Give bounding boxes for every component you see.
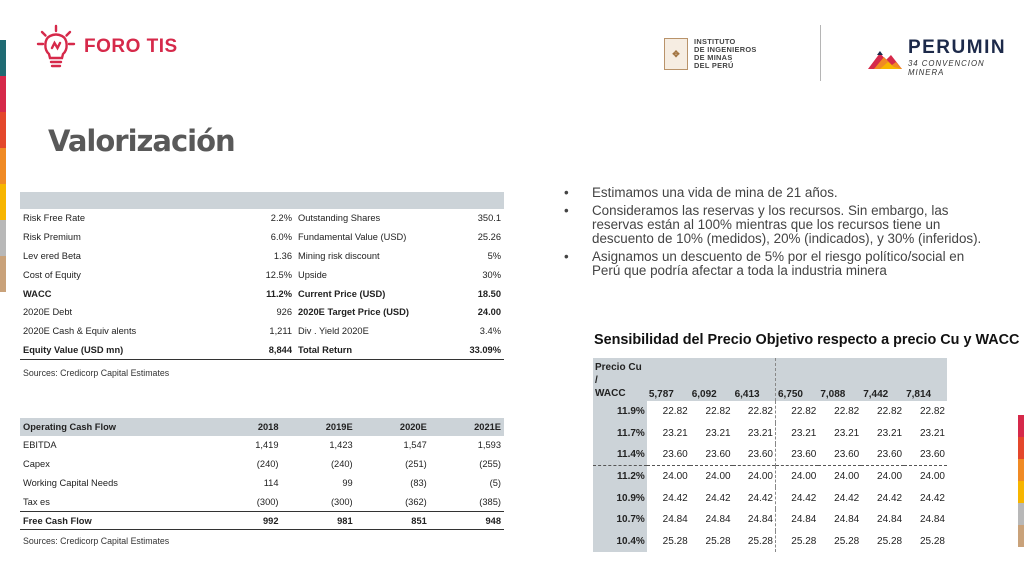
target-price-cell: 22.82 [705, 406, 731, 418]
sensitivity-row [593, 487, 947, 509]
target-price-cell: 24.84 [919, 514, 945, 526]
target-price-cell: 22.82 [877, 406, 903, 418]
table-row [20, 341, 504, 360]
table-header-row [20, 418, 504, 436]
table-row [20, 436, 504, 455]
stripe-segment [0, 256, 6, 292]
row-value: (251) [405, 459, 427, 470]
row-value: 350.1 [477, 213, 501, 224]
row-label: WACC [23, 288, 52, 299]
target-price-cell: 24.42 [919, 492, 945, 504]
copper-price-header: 7,088 [818, 358, 861, 401]
stripe-segment [0, 112, 6, 148]
bullet-item [556, 204, 996, 246]
stripe-segment [0, 40, 6, 76]
row-value: 6.0% [270, 232, 292, 243]
row-label: Lev ered Beta [23, 250, 81, 261]
sensitivity-row [593, 444, 947, 466]
target-price-cell: 24.42 [877, 492, 903, 504]
row-value: 2.2% [270, 213, 292, 224]
row-label: Working Capital Needs [23, 477, 118, 488]
row-value: 948 [430, 511, 504, 530]
target-price-cell: 23.21 [877, 427, 903, 439]
target-price-cell: 23.60 [834, 449, 860, 461]
row-value: 1,423 [329, 440, 353, 451]
cashflow-source-note: Sources: Credicorp Capital Estimates [23, 536, 170, 546]
row-value: 18.50 [477, 288, 501, 299]
mountain-icon [866, 45, 904, 71]
stripe-segment [1018, 437, 1024, 459]
table-row [20, 455, 504, 474]
perumin-logo [866, 38, 1024, 77]
target-price-cell: 25.28 [791, 535, 817, 547]
stripe-segment [1018, 459, 1024, 481]
row-label: Total Return [295, 341, 415, 360]
copper-price-header: 7,442 [861, 358, 904, 401]
row-label: Equity Value (USD mn) [20, 341, 160, 360]
row-value: 1,419 [255, 440, 279, 451]
row-value: 3.4% [479, 326, 501, 337]
table-row [20, 228, 504, 247]
page-title: Valorización [48, 124, 235, 158]
stripe-segment [1018, 503, 1024, 525]
row-value: 1,547 [403, 440, 427, 451]
target-price-cell: 24.00 [775, 466, 818, 488]
sensitivity-row [593, 401, 947, 423]
target-price-cell: 22.82 [834, 406, 860, 418]
target-price-cell: 25.28 [733, 531, 776, 553]
lightbulb-icon [36, 24, 76, 70]
wacc-label: 11.2% [593, 466, 647, 488]
stripe-segment [1018, 525, 1024, 547]
wacc-label: 11.9% [593, 401, 647, 423]
row-value: 1,593 [477, 440, 501, 451]
wacc-label: 10.9% [593, 487, 647, 509]
target-price-cell: 24.00 [647, 466, 690, 488]
valuation-table [20, 192, 504, 360]
sensitivity-row [593, 423, 947, 445]
target-price-cell: 24.42 [834, 492, 860, 504]
table-row [20, 322, 504, 341]
sensitivity-row [593, 531, 947, 553]
table-row [20, 303, 504, 322]
copper-price-header: 6,413 [733, 358, 776, 401]
target-price-cell: 23.60 [705, 449, 731, 461]
wacc-label: 11.4% [593, 444, 647, 466]
column-header: 2018 [207, 418, 281, 436]
row-value: (300) [330, 496, 353, 507]
row-label: Fundamental Value (USD) [298, 232, 407, 243]
iimp-name: INSTITUTO DE INGENIEROS DE MINAS DEL PERÚ [694, 37, 757, 70]
stripe-segment [1018, 481, 1024, 503]
target-price-cell: 22.82 [662, 406, 688, 418]
wacc-label: 10.7% [593, 509, 647, 531]
wacc-label: 10.4% [593, 531, 647, 553]
row-value: 851 [356, 511, 430, 530]
row-value: (385) [479, 496, 501, 507]
row-label: 2020E Debt [23, 307, 73, 318]
row-value: 8,844 [160, 341, 295, 360]
row-label: Free Cash Flow [20, 511, 207, 530]
target-price-cell: 22.82 [919, 406, 945, 418]
target-price-cell: 24.00 [690, 466, 733, 488]
row-label: Capex [23, 459, 50, 470]
copper-price-header: 5,787 [647, 358, 690, 401]
target-price-cell: 24.00 [733, 466, 776, 488]
target-price-cell: 24.42 [733, 487, 776, 509]
sensitivity-corner-label: Precio Cu / WACC [593, 358, 647, 401]
target-price-cell: 23.60 [877, 449, 903, 461]
target-price-cell: 25.28 [919, 535, 945, 547]
target-price-cell: 23.21 [705, 427, 731, 439]
target-price-cell: 24.84 [791, 514, 817, 526]
target-price-cell: 24.42 [705, 492, 731, 504]
row-label: Outstanding Shares [298, 213, 381, 224]
column-header: 2020E [356, 418, 430, 436]
left-color-stripe [0, 40, 6, 292]
row-value: 25.26 [477, 232, 501, 243]
target-price-cell: 22.82 [791, 406, 817, 418]
table-row [20, 474, 504, 493]
row-label: EBITDA [23, 440, 57, 451]
bullet-item [556, 186, 996, 200]
perumin-title: PERUMIN [907, 37, 1007, 58]
target-price-cell: 23.21 [662, 427, 688, 439]
row-label: Div . Yield 2020E [298, 326, 369, 337]
wacc-label: 11.7% [593, 423, 647, 445]
iimp-seal-icon: ✥ [664, 38, 688, 70]
target-price-cell: 24.84 [733, 509, 776, 531]
foro-tis-logo [36, 24, 178, 70]
row-value: (300) [256, 496, 279, 507]
column-header: 2019E [282, 418, 356, 436]
sensitivity-title: Sensibilidad del Precio Objetivo respecto a precio Cu y WACC [594, 332, 1020, 348]
row-label: Mining risk discount [298, 250, 380, 261]
stripe-segment [0, 76, 6, 112]
target-price-cell: 24.84 [834, 514, 860, 526]
sensitivity-table [593, 358, 947, 552]
row-value: (83) [410, 477, 427, 488]
target-price-cell: 23.60 [791, 449, 817, 461]
target-price-cell: 24.00 [904, 466, 947, 488]
target-price-cell: 24.42 [791, 492, 817, 504]
bullet-dot-icon: • [564, 203, 569, 218]
perumin-subtitle: 34 CONVENCION MINERA [907, 59, 985, 77]
cashflow-table [20, 418, 504, 530]
row-value: 992 [207, 511, 281, 530]
header-divider [820, 25, 821, 81]
copper-price-header: 6,092 [690, 358, 733, 401]
bullet-list [556, 186, 996, 282]
target-price-cell: 23.21 [834, 427, 860, 439]
row-value: 33.09% [415, 341, 504, 360]
row-value: 30% [482, 269, 501, 280]
valuation-table-header [20, 192, 504, 209]
bullet-item [556, 250, 996, 278]
table-row [20, 247, 504, 266]
target-price-cell: 23.60 [733, 444, 776, 466]
iimp-logo [664, 38, 757, 70]
row-label: Upside [298, 269, 327, 280]
row-label: Risk Premium [23, 232, 81, 243]
sensitivity-row [593, 466, 947, 488]
row-value: 1,211 [269, 326, 292, 337]
row-value: (362) [405, 496, 427, 507]
target-price-cell: 24.84 [705, 514, 731, 526]
bullet-text: Asignamos un descuento de 5% por el riesgo político/social en Perú que podría afectar a toda la industria minera [592, 249, 965, 278]
stripe-segment [0, 148, 6, 184]
row-value: 11.2% [266, 288, 292, 299]
stripe-segment [1018, 415, 1024, 437]
bullet-text: Consideramos las reservas y los recursos. Sin embargo, las reservas están al 100% mientras que los recursos tiene un descuento de 10% (medidos), 20% (indicados), y 30% (inferidos). [592, 203, 982, 246]
target-price-cell: 24.00 [818, 466, 861, 488]
table-row [20, 511, 504, 530]
target-price-cell: 23.60 [662, 449, 688, 461]
row-label: 2020E Cash & Equiv alents [23, 326, 137, 337]
sensitivity-row [593, 509, 947, 531]
row-label: Cost of Equity [23, 269, 81, 280]
target-price-cell: 24.84 [662, 514, 688, 526]
stripe-segment [0, 184, 6, 220]
sensitivity-header-row [593, 358, 947, 401]
target-price-cell: 23.21 [733, 423, 776, 445]
target-price-cell: 24.00 [861, 466, 904, 488]
target-price-cell: 25.28 [662, 535, 688, 547]
table-row [20, 265, 504, 284]
copper-price-header: 6,750 [775, 358, 818, 401]
row-value: 24.00 [477, 307, 501, 318]
target-price-cell: 25.28 [705, 535, 731, 547]
row-value: 12.5% [265, 269, 292, 280]
column-header: Operating Cash Flow [20, 418, 207, 436]
row-value: 99 [342, 477, 353, 488]
row-label: Current Price (USD) [298, 288, 386, 299]
valuation-source-note: Sources: Credicorp Capital Estimates [23, 368, 170, 378]
target-price-cell: 23.60 [919, 449, 945, 461]
column-header: 2021E [430, 418, 504, 436]
target-price-cell: 25.28 [877, 535, 903, 547]
row-value: (240) [330, 459, 353, 470]
table-row [20, 284, 504, 303]
right-color-stripe [1018, 415, 1024, 547]
row-value: (240) [256, 459, 279, 470]
bullet-text: Estimamos una vida de mina de 21 años. [592, 185, 838, 200]
target-price-cell: 24.42 [662, 492, 688, 504]
target-price-cell: 23.21 [919, 427, 945, 439]
row-label: Risk Free Rate [23, 213, 85, 224]
row-value: (5) [489, 477, 501, 488]
table-row [20, 492, 504, 511]
stripe-segment [0, 220, 6, 256]
target-price-cell: 25.28 [834, 535, 860, 547]
row-value: 981 [282, 511, 356, 530]
copper-price-header: 7,814 [904, 358, 947, 401]
row-value: 5% [487, 250, 501, 261]
row-value: 1.36 [273, 250, 292, 261]
target-price-cell: 22.82 [733, 401, 776, 423]
row-label: Tax es [23, 496, 50, 507]
table-row [20, 209, 504, 228]
target-price-cell: 24.84 [877, 514, 903, 526]
target-price-cell: 23.21 [791, 427, 817, 439]
row-label: 2020E Target Price (USD) [298, 307, 409, 318]
row-value: 926 [276, 307, 292, 318]
bullet-dot-icon: • [564, 249, 569, 264]
foro-tis-label: FORO TIS [84, 36, 178, 57]
row-value: 114 [263, 477, 279, 488]
row-value: (255) [479, 459, 501, 470]
bullet-dot-icon: • [564, 185, 569, 200]
